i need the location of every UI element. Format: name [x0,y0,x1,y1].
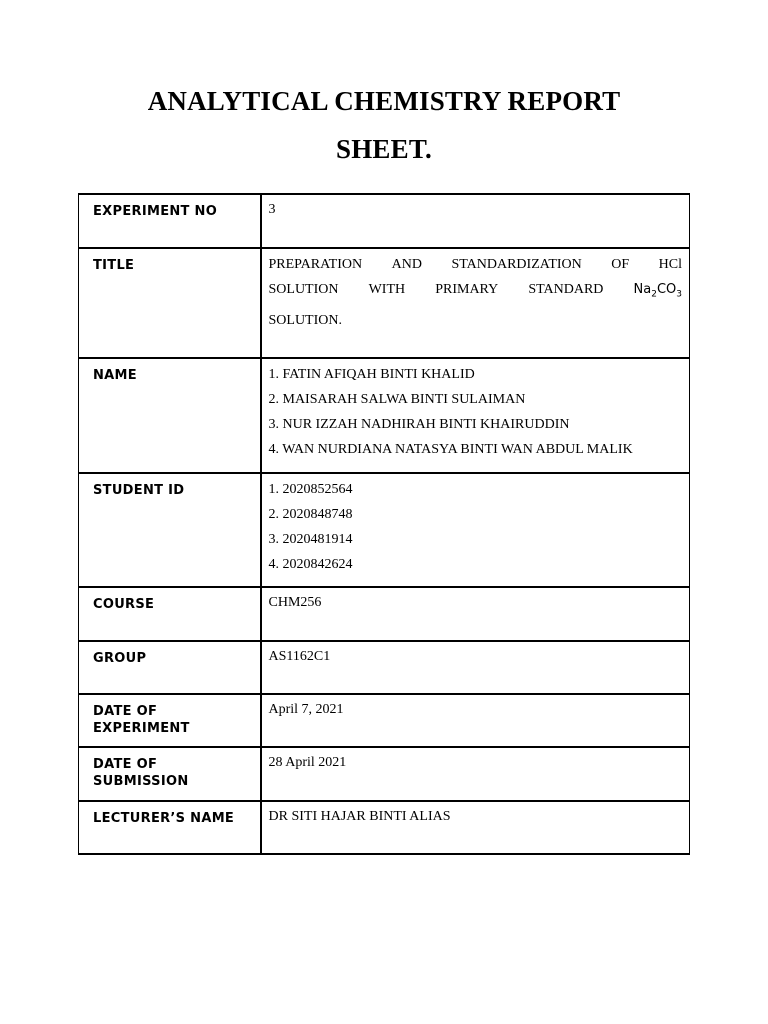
student-id-item: 4. 2020842624 [268,557,353,572]
label-line: EXPERIMENT [93,721,190,736]
label-line: DATE OF [93,757,158,772]
course-row [79,587,690,641]
course-value: CHM256 [268,595,322,610]
title-row [79,248,690,358]
report-title-line-1: ANALYTICAL CHEMISTRY REPORT [147,86,621,116]
title-line-1 [269,252,683,277]
title-word: STANDARD [528,282,604,297]
name-item: 3. NUR IZZAH NADHIRAH BINTI KHAIRUDDIN [268,417,570,432]
experiment-no-label: EXPERIMENT NO [93,204,218,219]
course-label: COURSE [93,597,155,612]
title-label: TITLE [93,258,135,273]
title-value [262,249,690,333]
date-of-experiment-row [79,694,690,747]
student-id-item: 3. 2020481914 [268,532,353,547]
name-item: 4. WAN NURDIANA NATASYA BINTI WAN ABDUL MALIK [268,442,633,457]
report-title-line-2: SHEET. [336,134,432,164]
title-word: WITH [368,282,406,297]
student-id-list [262,474,690,577]
lecturer-value: DR SITI HAJAR BINTI ALIAS [268,809,451,824]
lecturer-label: LECTURER’S NAME [93,811,235,826]
name-row [79,358,690,473]
label-line: DATE OF [93,704,158,719]
name-item: 2. MAISARAH SALWA BINTI SULAIMAN [268,392,526,407]
title-word: SOLUTION [268,282,339,297]
title-word: OF [611,257,630,272]
name-list [262,359,690,462]
name-label: NAME [93,368,137,383]
date-of-submission-label [79,748,260,790]
title-word: STANDARDIZATION [451,257,582,272]
student-id-row [79,473,690,587]
experiment-no-row [79,194,690,248]
formula-co-subscript: 3 [676,289,682,300]
formula-na: Na [633,282,652,297]
group-row [79,641,690,694]
report-info-table [78,193,690,855]
title-word: PRIMARY [435,282,499,297]
experiment-no-value: 3 [268,202,276,217]
date-of-submission-row [79,747,690,801]
formula-na-subscript: 2 [651,289,657,300]
formula-co: CO [656,282,677,297]
date-of-submission-value: 28 April 2021 [268,755,347,770]
title-word: AND [391,257,422,272]
title-line-3: SOLUTION. [268,312,342,328]
date-of-experiment-value: April 7, 2021 [268,702,344,717]
title-word: PREPARATION [268,257,363,272]
student-id-item: 1. 2020852564 [268,482,353,497]
student-id-item: 2. 2020848748 [268,507,353,522]
sodium-carbonate-formula [634,277,682,308]
title-word: HCl [658,257,682,272]
group-value: AS1162C1 [268,649,331,664]
label-line: SUBMISSION [93,774,189,789]
name-item: 1. FATIN AFIQAH BINTI KHALID [268,367,475,382]
student-id-label: STUDENT ID [93,483,185,498]
group-label: GROUP [93,651,147,666]
date-of-experiment-label [79,695,260,737]
lecturer-row [79,801,690,854]
title-line-2 [269,277,683,308]
